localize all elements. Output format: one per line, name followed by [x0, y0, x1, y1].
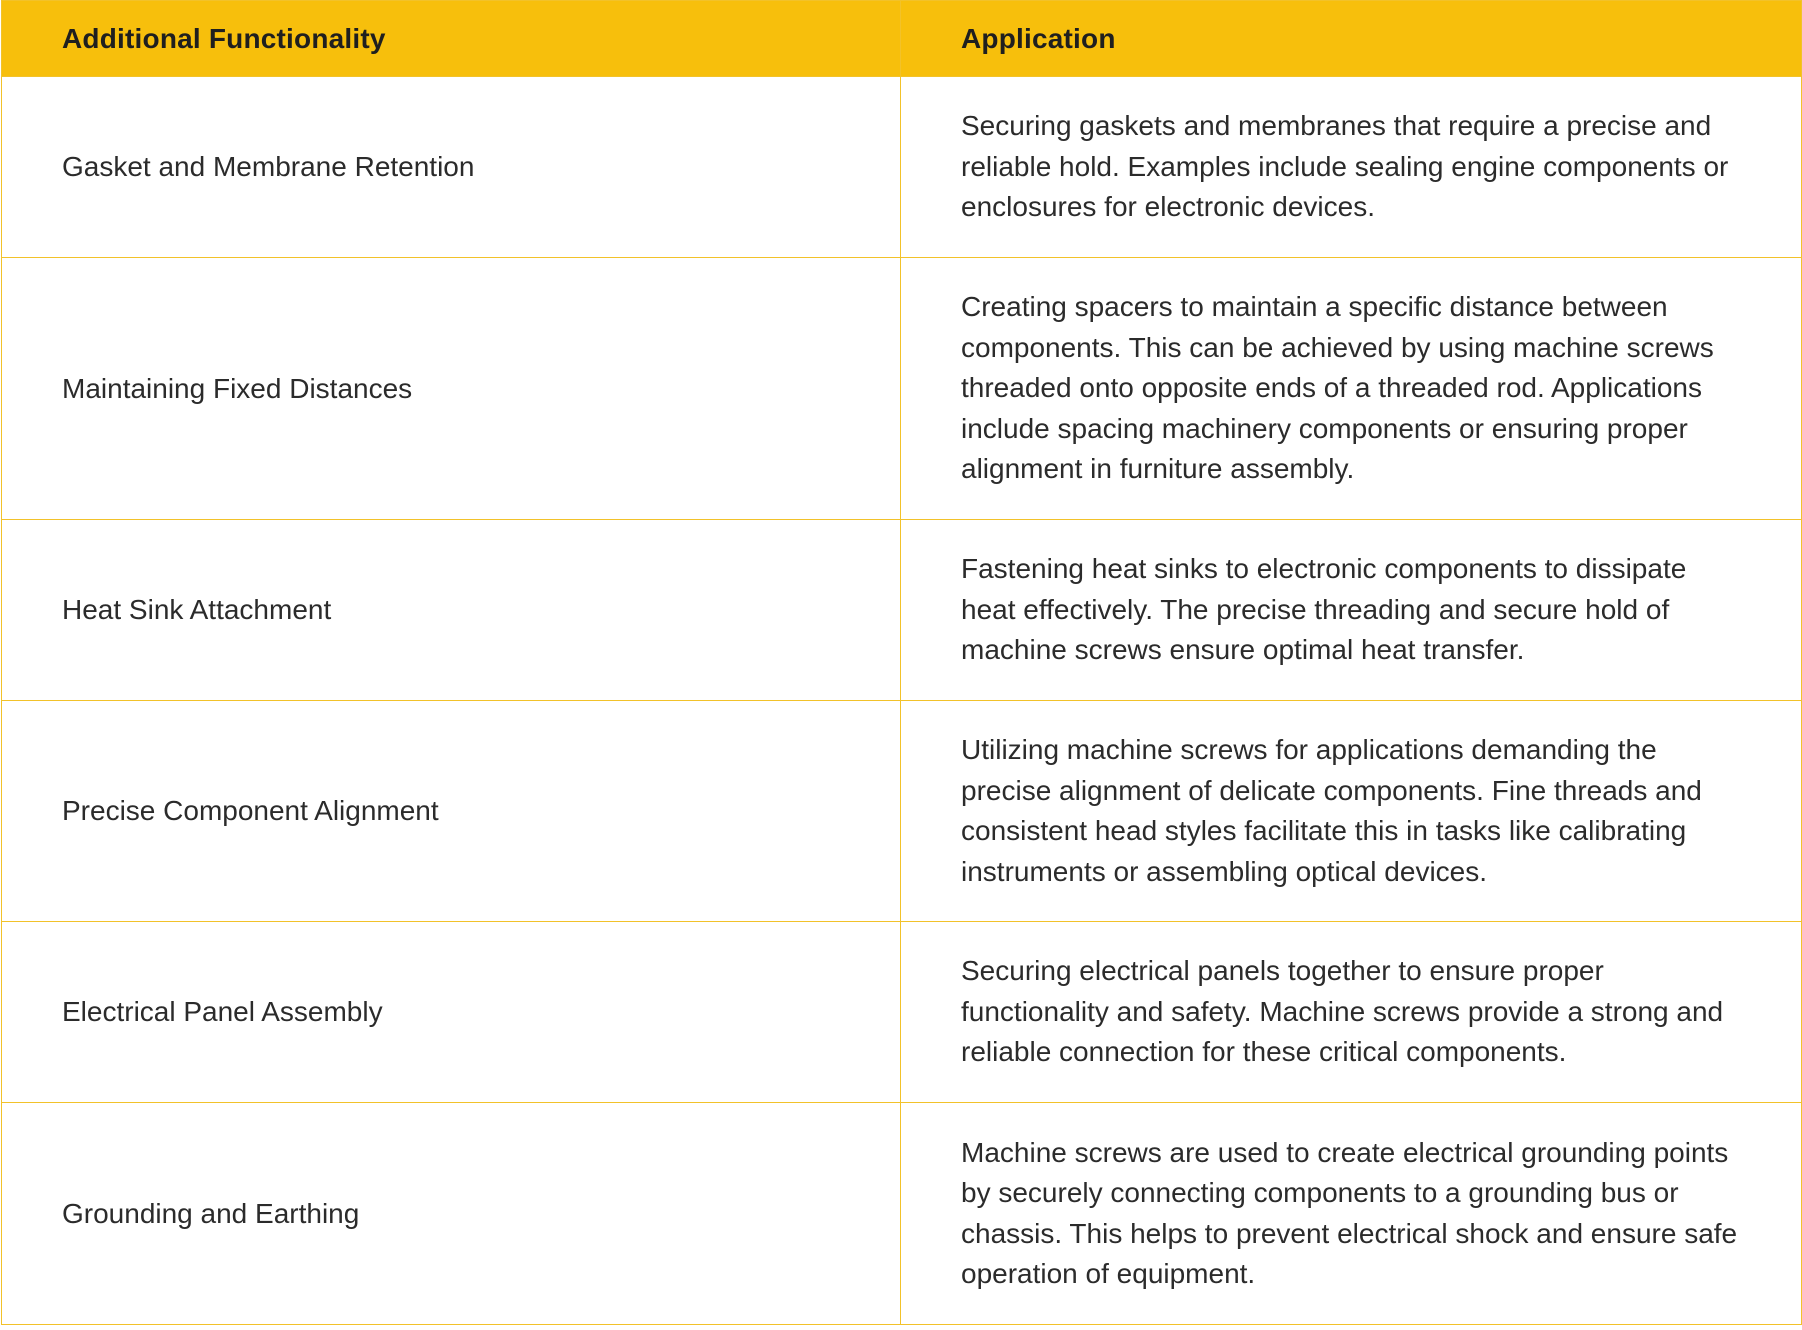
- functionality-text: Precise Component Alignment: [62, 795, 439, 826]
- table-row: [2, 701, 1802, 922]
- table-row: [2, 258, 1802, 520]
- table-row: [2, 77, 1802, 258]
- application-cell: [901, 520, 1802, 701]
- application-text: Creating spacers to maintain a specific distance between components. This can be achieved by using machine screws threaded onto opposite ends of a threaded rod. Applications include spacing machinery components or ensuring proper alignment in furniture assembly.: [961, 291, 1714, 485]
- header-functionality-label: Additional Functionality: [62, 22, 386, 54]
- application-cell: [901, 258, 1802, 520]
- functionality-cell: [2, 258, 901, 520]
- application-text: Securing gaskets and membranes that require a precise and reliable hold. Examples include sealing engine components or enclosures for electronic devices.: [961, 110, 1729, 223]
- application-cell: [901, 77, 1802, 258]
- application-cell: [901, 1103, 1802, 1325]
- table-row: [2, 520, 1802, 701]
- functionality-cell: [2, 520, 901, 701]
- functionality-text: Electrical Panel Assembly: [62, 996, 383, 1027]
- table-header: [2, 1, 1802, 77]
- application-text: Machine screws are used to create electrical grounding points by securely connecting components to a grounding bus or chassis. This helps to prevent electrical shock and ensure safe operation of equipment.: [961, 1136, 1738, 1289]
- functionality-text: Heat Sink Attachment: [62, 594, 332, 625]
- functionality-table: [1, 0, 1802, 1325]
- functionality-text: Maintaining Fixed Distances: [62, 372, 413, 404]
- table-row: [2, 1103, 1802, 1325]
- application-text: Utilizing machine screws for applications demanding the precise alignment of delicate components. Fine threads and consistent head styles facilitate this in tasks like calibrating instruments or assembling optical devices.: [961, 734, 1702, 887]
- functionality-cell: [2, 701, 901, 922]
- header-functionality: [2, 1, 901, 77]
- functionality-text: Grounding and Earthing: [62, 1197, 360, 1229]
- functionality-cell: [2, 922, 901, 1103]
- header-application-label: Application: [961, 22, 1116, 54]
- application-text: Securing electrical panels together to ensure proper functionality and safety. Machine screws provide a strong and reliable connection for these critical components.: [961, 955, 1724, 1068]
- functionality-cell: [2, 1103, 901, 1325]
- application-text: Fastening heat sinks to electronic components to dissipate heat effectively. The precise threading and secure hold of machine screws ensure optimal heat transfer.: [961, 553, 1687, 666]
- table-body: [2, 77, 1802, 1325]
- application-cell: [901, 922, 1802, 1103]
- application-cell: [901, 701, 1802, 922]
- header-row: [2, 1, 1802, 77]
- header-application: [901, 1, 1802, 77]
- table-row: [2, 922, 1802, 1103]
- functionality-cell: [2, 77, 901, 258]
- functionality-text: Gasket and Membrane Retention: [62, 151, 475, 182]
